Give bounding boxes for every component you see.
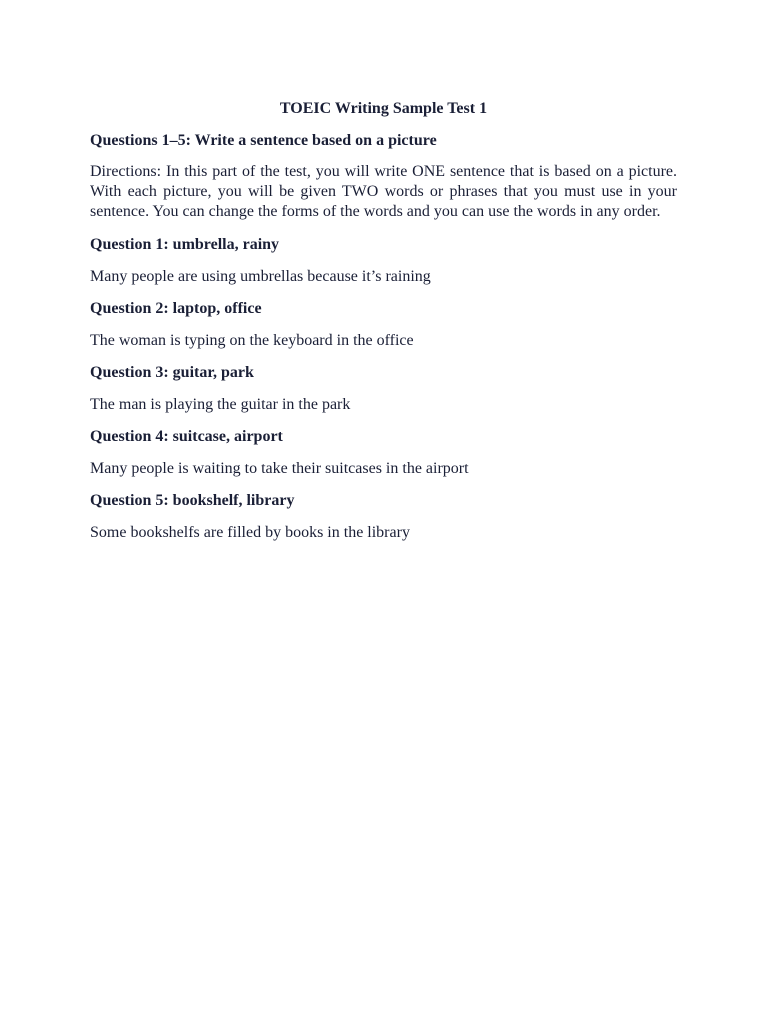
question-4-label: Question 4: suitcase, airport: [90, 428, 283, 445]
question-5-label: Question 5: bookshelf, library: [90, 492, 295, 509]
section-heading: Questions 1–5: Write a sentence based on a picture: [90, 132, 437, 149]
question-2-answer: The woman is typing on the keyboard in the office: [90, 332, 414, 349]
question-1-answer: Many people are using umbrellas because it’s raining: [90, 268, 431, 285]
question-3-label: Question 3: guitar, park: [90, 364, 254, 381]
question-2-label: Question 2: laptop, office: [90, 300, 262, 317]
directions-text: Directions: In this part of the test, you will write ONE sentence that is based on a picture. With each picture, you will be given TWO words or phrases that you must use in your sentence. You can change the forms of the words and you can use the words in any order.: [90, 163, 677, 220]
document-title: TOEIC Writing Sample Test 1: [279, 100, 488, 117]
question-4-answer: Many people is waiting to take their suitcases in the airport: [90, 460, 469, 477]
question-5-answer: Some bookshelfs are filled by books in the library: [90, 524, 410, 541]
question-3-answer: The man is playing the guitar in the park: [90, 396, 351, 413]
document-body: [90, 98, 677, 554]
question-1-label: Question 1: umbrella, rainy: [90, 236, 280, 253]
